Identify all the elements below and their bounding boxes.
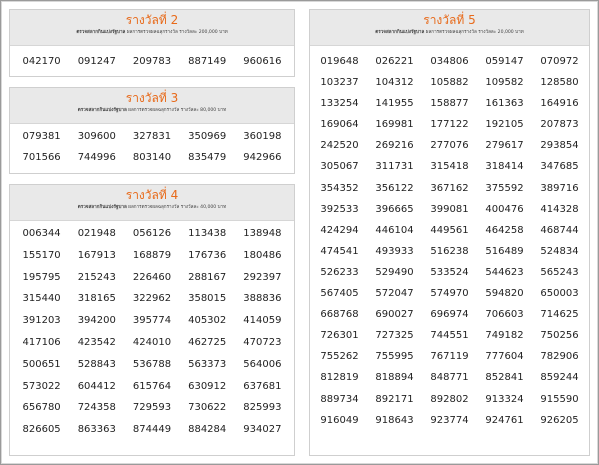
winning-number: 305067 — [320, 161, 359, 173]
winning-number: 288167 — [188, 271, 227, 283]
winning-number: 195795 — [22, 271, 61, 283]
winning-number: 133254 — [320, 98, 359, 110]
winning-number: 755262 — [320, 351, 359, 363]
winning-number: 500651 — [22, 358, 61, 370]
winning-number: 207873 — [540, 119, 579, 131]
prize2-header — [10, 10, 294, 46]
winning-number: 777604 — [485, 351, 524, 363]
winning-number: 105882 — [430, 77, 469, 89]
winning-number: 572047 — [375, 288, 414, 300]
winning-number: 604412 — [77, 380, 116, 392]
winning-number: 405302 — [188, 315, 227, 327]
prize2-title: รางวัลที่ 2 — [125, 13, 179, 27]
winning-number: 399081 — [430, 203, 469, 215]
winning-number: 318414 — [485, 161, 524, 173]
winning-number: 311731 — [375, 161, 414, 173]
winning-number: 544623 — [485, 266, 524, 278]
winning-number: 668768 — [320, 309, 359, 321]
winning-number: 913324 — [485, 393, 524, 405]
winning-number: 826605 — [22, 424, 61, 436]
winning-number: 924761 — [485, 414, 524, 426]
winning-number: 656780 — [22, 402, 61, 414]
winning-number: 874449 — [132, 424, 172, 436]
winning-number: 892802 — [430, 393, 469, 405]
winning-number: 354352 — [320, 182, 359, 194]
winning-number: 835479 — [188, 152, 227, 163]
winning-number: 915590 — [540, 393, 579, 405]
winning-number: 177122 — [430, 119, 469, 131]
winning-number: 167913 — [77, 249, 116, 261]
winning-number: 417106 — [22, 336, 61, 348]
winning-number: 449561 — [430, 224, 469, 236]
prize2-subtitle-rest: ผลการตรวจผลฉลุกรางวัล รางวัลละ 200,000 บาท — [125, 30, 228, 35]
winning-number: 749182 — [485, 330, 524, 342]
winning-number: 565243 — [540, 266, 579, 278]
winning-number: 021948 — [77, 228, 116, 239]
winning-number: 395774 — [132, 315, 172, 327]
winning-number: 141955 — [375, 98, 414, 110]
winning-number: 926205 — [540, 414, 579, 426]
winning-number: 960616 — [243, 56, 282, 67]
winning-number: 637681 — [243, 380, 282, 392]
winning-number: 726301 — [320, 330, 359, 342]
prize3-title: รางวัลที่ 3 — [125, 91, 179, 105]
winning-number: 388836 — [243, 293, 282, 305]
winning-number: 391203 — [22, 315, 61, 327]
winning-number: 767119 — [430, 351, 469, 363]
winning-number: 356122 — [375, 182, 414, 194]
winning-number: 347685 — [540, 161, 579, 173]
winning-number: 315440 — [22, 293, 61, 305]
winning-number: 169981 — [375, 119, 414, 131]
winning-number: 128580 — [540, 77, 579, 89]
winning-number: 327831 — [132, 131, 172, 142]
winning-number: 524834 — [540, 245, 579, 257]
prize4-subtitle-bold: ตรวจสลากกินแบ่งรัฐบาล — [77, 205, 127, 210]
winning-number: 852841 — [485, 372, 524, 384]
winning-number: 423542 — [77, 336, 116, 348]
winning-number: 424294 — [320, 224, 359, 236]
winning-number: 825993 — [243, 402, 282, 414]
prize3-subtitle-rest: ผลการตรวจผลฉลุกรางวัล รางวัลละ 80,000 บาท — [126, 108, 227, 113]
winning-number: 392533 — [320, 203, 359, 215]
winning-number: 714625 — [540, 309, 579, 321]
winning-number: 724358 — [77, 402, 116, 414]
winning-number: 242520 — [320, 140, 359, 152]
prize3-subtitle — [10, 108, 294, 114]
winning-number: 744996 — [77, 152, 116, 163]
winning-number: 367162 — [430, 182, 469, 194]
prize3-header — [10, 88, 294, 124]
prize2-subtitle-bold: ตรวจสลากกินแบ่งรัฐบาล — [76, 30, 126, 35]
winning-number: 536788 — [132, 358, 172, 370]
prize4-panel — [9, 184, 295, 456]
prize2-panel — [9, 9, 295, 77]
winning-number: 226460 — [132, 271, 172, 283]
winning-number: 701566 — [22, 152, 61, 163]
winning-number: 292397 — [243, 271, 282, 283]
winning-number: 277076 — [430, 140, 469, 152]
winning-number: 322962 — [132, 293, 172, 305]
winning-number: 516238 — [430, 245, 469, 257]
winning-number: 158877 — [430, 98, 469, 110]
winning-number: 923774 — [430, 414, 469, 426]
winning-number: 164916 — [540, 98, 579, 110]
winning-number: 350969 — [188, 131, 227, 142]
winning-number: 279617 — [485, 140, 524, 152]
winning-number: 528843 — [77, 358, 116, 370]
prize5-subtitle-rest: ผลการตรวจผลฉลุกรางวัล รางวัลละ 20,000 บาท — [424, 30, 524, 35]
winning-number: 394200 — [77, 315, 116, 327]
winning-number: 573022 — [22, 380, 61, 392]
winning-number: 026221 — [375, 56, 414, 67]
winning-number: 168879 — [132, 249, 172, 261]
winning-number: 564006 — [243, 358, 282, 370]
winning-number: 818894 — [375, 372, 414, 384]
winning-number: 309600 — [77, 131, 116, 142]
winning-number: 056126 — [132, 228, 172, 239]
prize3-panel — [9, 87, 295, 174]
winning-number: 863363 — [77, 424, 116, 436]
winning-number: 006344 — [22, 228, 61, 239]
winning-number: 464258 — [485, 224, 524, 236]
winning-number: 019648 — [320, 56, 359, 67]
winning-number: 034806 — [430, 56, 469, 67]
winning-number: 594820 — [485, 288, 524, 300]
winning-number: 942966 — [243, 152, 282, 163]
prize5-subtitle — [310, 30, 589, 36]
winning-number: 360198 — [243, 131, 282, 142]
winning-number: 138948 — [243, 228, 282, 239]
winning-number: 892171 — [375, 393, 414, 405]
prize4-header — [10, 185, 294, 221]
prize2-subtitle — [10, 30, 294, 36]
winning-number: 859244 — [540, 372, 579, 384]
winning-number: 889734 — [320, 393, 359, 405]
winning-number: 318165 — [77, 293, 116, 305]
winning-number: 358015 — [188, 293, 227, 305]
winning-number: 630912 — [188, 380, 227, 392]
winning-number: 104312 — [375, 77, 414, 89]
winning-number: 916049 — [320, 414, 359, 426]
winning-number: 462725 — [188, 336, 227, 348]
winning-number: 113438 — [188, 228, 227, 239]
winning-number: 615764 — [132, 380, 172, 392]
winning-number: 446104 — [375, 224, 414, 236]
winning-number: 706603 — [485, 309, 524, 321]
winning-number: 396665 — [375, 203, 414, 215]
prize2-number-grid — [10, 46, 294, 67]
prize5-subtitle-bold: ตรวจสลากกินแบ่งรัฐบาล — [375, 30, 425, 35]
prize4-subtitle — [10, 205, 294, 211]
winning-number: 887149 — [188, 56, 227, 67]
winning-number: 884284 — [188, 424, 227, 436]
winning-number: 812819 — [320, 372, 359, 384]
winning-number: 782906 — [540, 351, 579, 363]
winning-number: 727325 — [375, 330, 414, 342]
winning-number: 161363 — [485, 98, 524, 110]
winning-number: 315418 — [430, 161, 469, 173]
prize5-header — [310, 10, 589, 46]
winning-number: 400476 — [485, 203, 524, 215]
winning-number: 468744 — [540, 224, 579, 236]
winning-number: 155170 — [22, 249, 61, 261]
winning-number: 180486 — [243, 249, 282, 261]
winning-number: 563373 — [188, 358, 227, 370]
prize5-number-grid — [310, 46, 589, 426]
winning-number: 389716 — [540, 182, 579, 194]
winning-number: 059147 — [485, 56, 524, 67]
winning-number: 103237 — [320, 77, 359, 89]
winning-number: 526233 — [320, 266, 359, 278]
winning-number: 414328 — [540, 203, 579, 215]
winning-number: 192105 — [485, 119, 524, 131]
winning-number: 474541 — [320, 245, 359, 257]
winning-number: 493933 — [375, 245, 414, 257]
winning-number: 918643 — [375, 414, 414, 426]
winning-number: 690027 — [375, 309, 414, 321]
winning-number: 424010 — [132, 336, 172, 348]
winning-number: 730622 — [188, 402, 227, 414]
winning-number: 934027 — [243, 424, 282, 436]
winning-number: 533524 — [430, 266, 469, 278]
winning-number: 516489 — [485, 245, 524, 257]
prize4-subtitle-rest: ผลการตรวจผลฉลุกรางวัล รางวัลละ 40,000 บาท — [126, 205, 227, 210]
winning-number: 750256 — [540, 330, 579, 342]
winning-number: 803140 — [132, 152, 172, 163]
winning-number: 729593 — [132, 402, 172, 414]
prize3-subtitle-bold: ตรวจสลากกินแบ่งรัฐบาล — [77, 108, 127, 113]
winning-number: 070972 — [540, 56, 579, 67]
winning-number: 215243 — [77, 271, 116, 283]
winning-number: 375592 — [485, 182, 524, 194]
prize5-title: รางวัลที่ 5 — [423, 13, 476, 27]
winning-number: 209783 — [132, 56, 172, 67]
winning-number: 109582 — [485, 77, 524, 89]
prize3-number-grid — [10, 124, 294, 163]
prize4-number-grid — [10, 221, 294, 435]
winning-number: 744551 — [430, 330, 469, 342]
winning-number: 470723 — [243, 336, 282, 348]
winning-number: 650003 — [540, 288, 579, 300]
winning-number: 042170 — [22, 56, 61, 67]
winning-number: 567405 — [320, 288, 359, 300]
winning-number: 696974 — [430, 309, 469, 321]
winning-number: 169064 — [320, 119, 359, 131]
winning-number: 755995 — [375, 351, 414, 363]
prize5-panel — [309, 9, 590, 456]
winning-number: 529490 — [375, 266, 414, 278]
winning-number: 091247 — [77, 56, 116, 67]
winning-number: 293854 — [540, 140, 579, 152]
winning-number: 079381 — [22, 131, 61, 142]
prize4-title: รางวัลที่ 4 — [125, 188, 179, 202]
winning-number: 269216 — [375, 140, 414, 152]
winning-number: 176736 — [188, 249, 227, 261]
winning-number: 574970 — [430, 288, 469, 300]
winning-number: 848771 — [430, 372, 469, 384]
winning-number: 414059 — [243, 315, 282, 327]
